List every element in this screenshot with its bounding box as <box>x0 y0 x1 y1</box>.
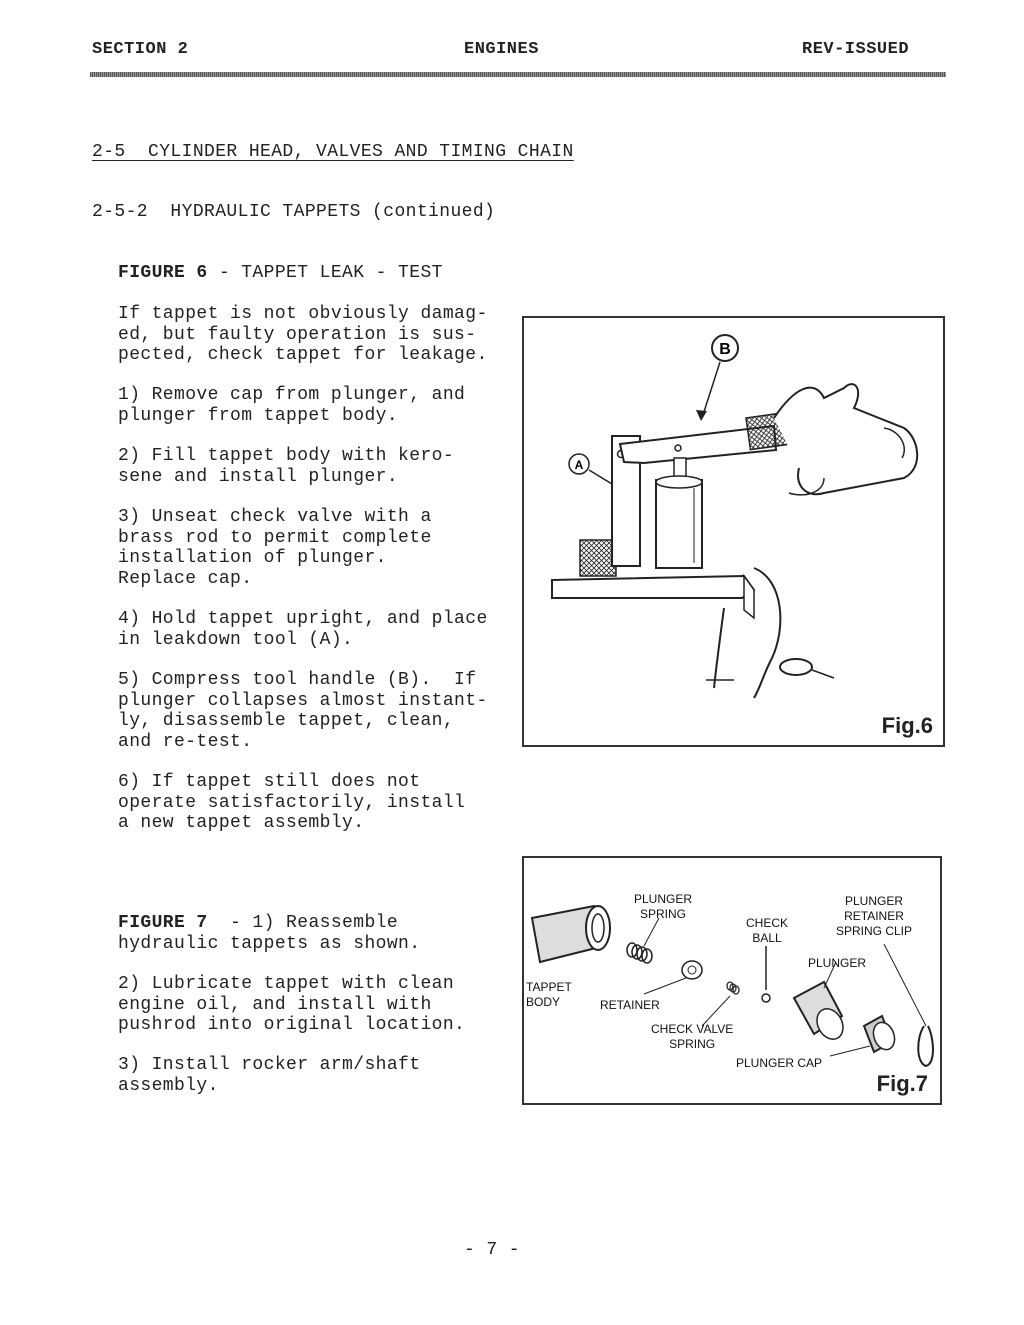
header-status: REV-ISSUED <box>802 40 910 59</box>
callout-b: B <box>719 341 731 358</box>
figure7-label: Fig.7 <box>876 1071 928 1096</box>
label-plunger-spring: PLUNGER SPRING <box>634 892 693 921</box>
figure6-caption <box>118 263 443 284</box>
leakdown-tool-drawing <box>524 318 943 745</box>
figure6-illustration <box>522 316 945 747</box>
label-check-valve-spring: CHECK VALVE SPRING <box>651 1022 734 1051</box>
page-number: - 7 - <box>464 1240 521 1260</box>
figure6-step-4: 4) Hold tappet upright, and place in leakdown tool (A). <box>118 609 488 650</box>
header-title: ENGINES <box>464 40 539 59</box>
callout-a: A <box>574 458 584 472</box>
figure7-caption-text: - 1) Reassemble hydraulic tappets as shown. <box>118 913 421 954</box>
header-rule <box>90 72 946 77</box>
figure7-step-3: 3) Install rocker arm/shaft assembly. <box>118 1055 421 1096</box>
figure7-step-2: 2) Lubricate tappet with clean engine oil, and install with pushrod into original location. <box>118 974 466 1035</box>
label-check-ball: CHECK BALL <box>746 916 789 945</box>
label-plunger: PLUNGER <box>808 956 867 970</box>
figure7-caption-label: FIGURE 7 <box>118 913 208 933</box>
figure7-illustration <box>522 856 942 1105</box>
label-tappet-body: TAPPET BODY <box>526 980 572 1009</box>
figure6-step-1: 1) Remove cap from plunger, and plunger from tappet body. <box>118 385 466 426</box>
figure6-caption-text: - TAPPET LEAK - TEST <box>207 263 443 283</box>
subsection-title: 2-5-2 HYDRAULIC TAPPETS (continued) <box>92 202 496 222</box>
figure6-label: Fig.6 <box>881 713 933 738</box>
label-retainer: RETAINER <box>600 998 660 1012</box>
figure6-step-5: 5) Compress tool handle (B). If plunger collapses almost instant- ly, disassemble tappet, clean, and re-test. <box>118 670 488 752</box>
figure7-caption <box>118 913 420 954</box>
figure6-step-3: 3) Unseat check valve with a brass rod to permit complete installation of plunger. Replace cap. <box>118 507 432 589</box>
figure6-step-2: 2) Fill tappet body with kero- sene and install plunger. <box>118 446 455 487</box>
label-plunger-cap: PLUNGER CAP <box>736 1056 823 1070</box>
figure6-intro: If tappet is not obviously damag- ed, but faulty operation is sus- pected, check tappet for leakage. <box>118 304 488 365</box>
header-section: SECTION 2 <box>92 40 189 59</box>
section-title: 2-5 CYLINDER HEAD, VALVES AND TIMING CHAIN <box>92 142 574 162</box>
figure6-caption-label: FIGURE 6 <box>118 263 208 283</box>
label-plunger-retainer-spring-clip: PLUNGER RETAINER SPRING CLIP <box>836 894 913 938</box>
figure6-step-6: 6) If tappet still does not operate satisfactorily, install a new tappet assembly. <box>118 772 466 833</box>
